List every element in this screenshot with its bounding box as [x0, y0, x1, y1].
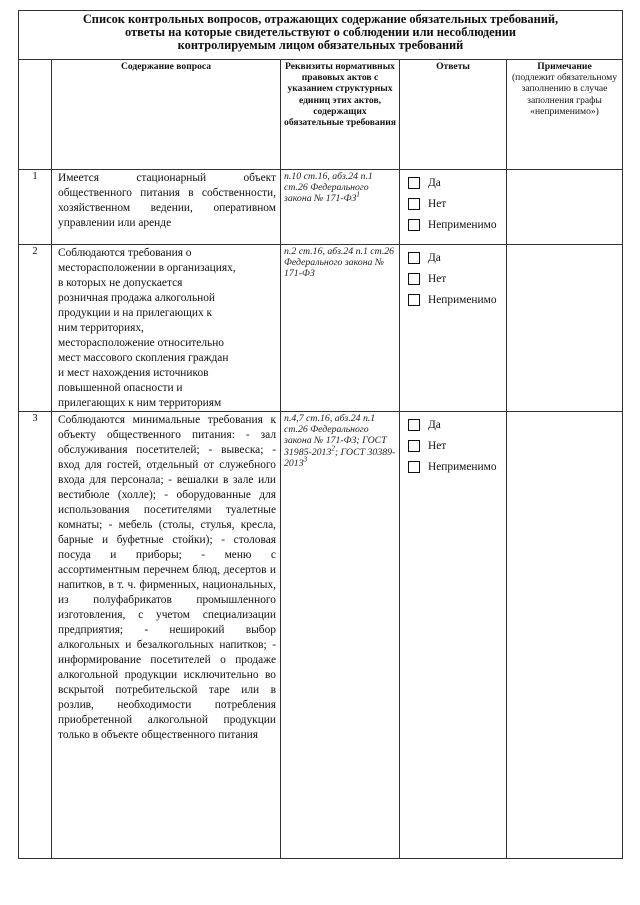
- answers-cell: [400, 170, 507, 245]
- answer-na[interactable]: [408, 214, 506, 235]
- question-line: повышенной опасности и: [58, 382, 183, 394]
- gost-ref-1: ГОСТ 31985-2013: [284, 435, 387, 458]
- checkbox-icon[interactable]: [408, 198, 420, 210]
- question-line: в которых не допускается: [58, 277, 183, 289]
- answer-yes[interactable]: [408, 247, 506, 268]
- answer-no[interactable]: [408, 435, 506, 456]
- checkbox-icon[interactable]: [408, 294, 420, 306]
- row-number: 3: [19, 412, 52, 859]
- header-note: [507, 60, 623, 170]
- question-line: прилегающих к ним территориям: [58, 397, 222, 409]
- requisites-text: п.4,7 ст.16, абз.24 п.1 ст.26 Федерального закона № 171-ФЗ; ГОСТ 31985-2013$^2$; ГОСТ 30389-2013$^3$: [281, 412, 400, 859]
- checkbox-icon[interactable]: [408, 419, 420, 431]
- answers-cell: [400, 245, 507, 412]
- checkbox-icon[interactable]: [408, 461, 420, 473]
- row-number: 1: [19, 170, 52, 245]
- note-cell[interactable]: [507, 245, 623, 412]
- checkbox-icon[interactable]: [408, 252, 420, 264]
- checkbox-icon[interactable]: [408, 273, 420, 285]
- answer-na[interactable]: [408, 456, 506, 477]
- answer-no-label: Нет: [428, 439, 447, 452]
- requisites-main: п.10 ст.16, абз.24 п.1 ст.26 Федерального закона № 171-ФЗ: [284, 171, 373, 205]
- header-answers: Ответы: [400, 60, 507, 170]
- checklist-sheet: [18, 10, 622, 859]
- gost-ref-2: ГОСТ 30389-2013: [284, 446, 396, 469]
- question-line: месторасположение относительно: [58, 337, 224, 349]
- title-line-3: контролируемым лицом обязательных требований: [177, 38, 464, 52]
- answer-na[interactable]: [408, 289, 506, 310]
- title-line-1: Список контрольных вопросов, отражающих содержание обязательных требований,: [82, 12, 559, 26]
- footnote-mark: 1: [356, 191, 360, 200]
- answer-yes-label: Да: [428, 418, 441, 431]
- table-row: [19, 170, 623, 245]
- title-line-2: ответы на которые свидетельствуют о соблюдении или несоблюдении: [124, 25, 517, 39]
- answer-no-label: Нет: [428, 272, 447, 285]
- header-note-title: Примечание: [537, 61, 592, 72]
- header-note-sub: (подлежит обязательному заполнению в случае заполнения графы «неприменимо»): [511, 72, 617, 117]
- table-row: [19, 245, 623, 412]
- row-number: 2: [19, 245, 52, 412]
- checkbox-icon[interactable]: [408, 440, 420, 452]
- question-text: [52, 245, 281, 412]
- footnote-mark: 3: [303, 455, 308, 464]
- checklist-table: [18, 10, 623, 859]
- header-content: Содержание вопроса: [52, 60, 281, 170]
- question-line: розничная продажа алкогольной: [58, 292, 216, 304]
- answer-no[interactable]: [408, 268, 506, 289]
- answer-no-label: Нет: [428, 197, 447, 210]
- note-cell[interactable]: [507, 412, 623, 859]
- question-line: месторасположении в организациях,: [58, 262, 236, 274]
- answers-cell: [400, 412, 507, 859]
- answer-na-label: Неприменимо: [428, 218, 497, 231]
- footnote-mark: 2: [331, 444, 335, 453]
- question-line: Соблюдаются требования о: [58, 247, 192, 259]
- header-num-cell: [19, 60, 52, 170]
- answer-na-label: Неприменимо: [428, 293, 497, 306]
- question-line: и мест нахождения источников: [58, 367, 209, 379]
- answer-yes-label: Да: [428, 251, 441, 264]
- question-line: продукции и на прилегающих к: [58, 307, 213, 319]
- question-text: Имеется стационарный объект общественного питания в собственности, хозяйственном ведении, оперативном управлении или аренде: [52, 170, 281, 245]
- answer-no[interactable]: [408, 193, 506, 214]
- answer-yes[interactable]: [408, 414, 506, 435]
- question-line: ним территориях,: [58, 322, 144, 334]
- question-text: Соблюдаются минимальные требования к объекту общественного питания: - зал обслуживания посетителей; - вывеска; - вход для гостей, отдельный от служебного входа для персонала; - вешалки в зале или вестибюле (холле); - оборудованные для использования посетителями туалетные комнаты; - мебель (столы, стулья, кресла, барные и буфетные стойки); - столовая посуда и приборы; - меню с ассортиментным перечнем блюд, десертов и напитков, в т. ч. фирменных, национальных, из полуфабрикатов промышленного изготовления, с учетом специализации предприятия; - неширокий выбор алкогольных и безалкогольных напитков; - информирование посетителей о продаже алкогольной продукции исключительно во вскрытой потребительской таре или в розлив, необходимости потребления приобретенной алкогольной продукции только в объекте общественного питания: [52, 412, 281, 859]
- header-requisites: Реквизиты нормативных правовых актов с указанием структурных единиц этих актов, содержащих обязательные требования: [281, 60, 400, 170]
- answer-yes[interactable]: [408, 172, 506, 193]
- answer-na-label: Неприменимо: [428, 460, 497, 473]
- checklist-title: [19, 11, 623, 60]
- checkbox-icon[interactable]: [408, 177, 420, 189]
- table-row: [19, 412, 623, 859]
- requisites-text: п.2 ст.16, абз.24 п.1 ст.26 Федерального закона № 171-ФЗ: [281, 245, 400, 412]
- checkbox-icon[interactable]: [408, 219, 420, 231]
- answer-yes-label: Да: [428, 176, 441, 189]
- note-cell[interactable]: [507, 170, 623, 245]
- requisites-main: п.4,7 ст.16, абз.24 п.1 ст.26 Федерального закона № 171-ФЗ;: [284, 413, 376, 447]
- requisites-text: [281, 170, 400, 245]
- question-line: мест массового скопления граждан: [58, 352, 229, 364]
